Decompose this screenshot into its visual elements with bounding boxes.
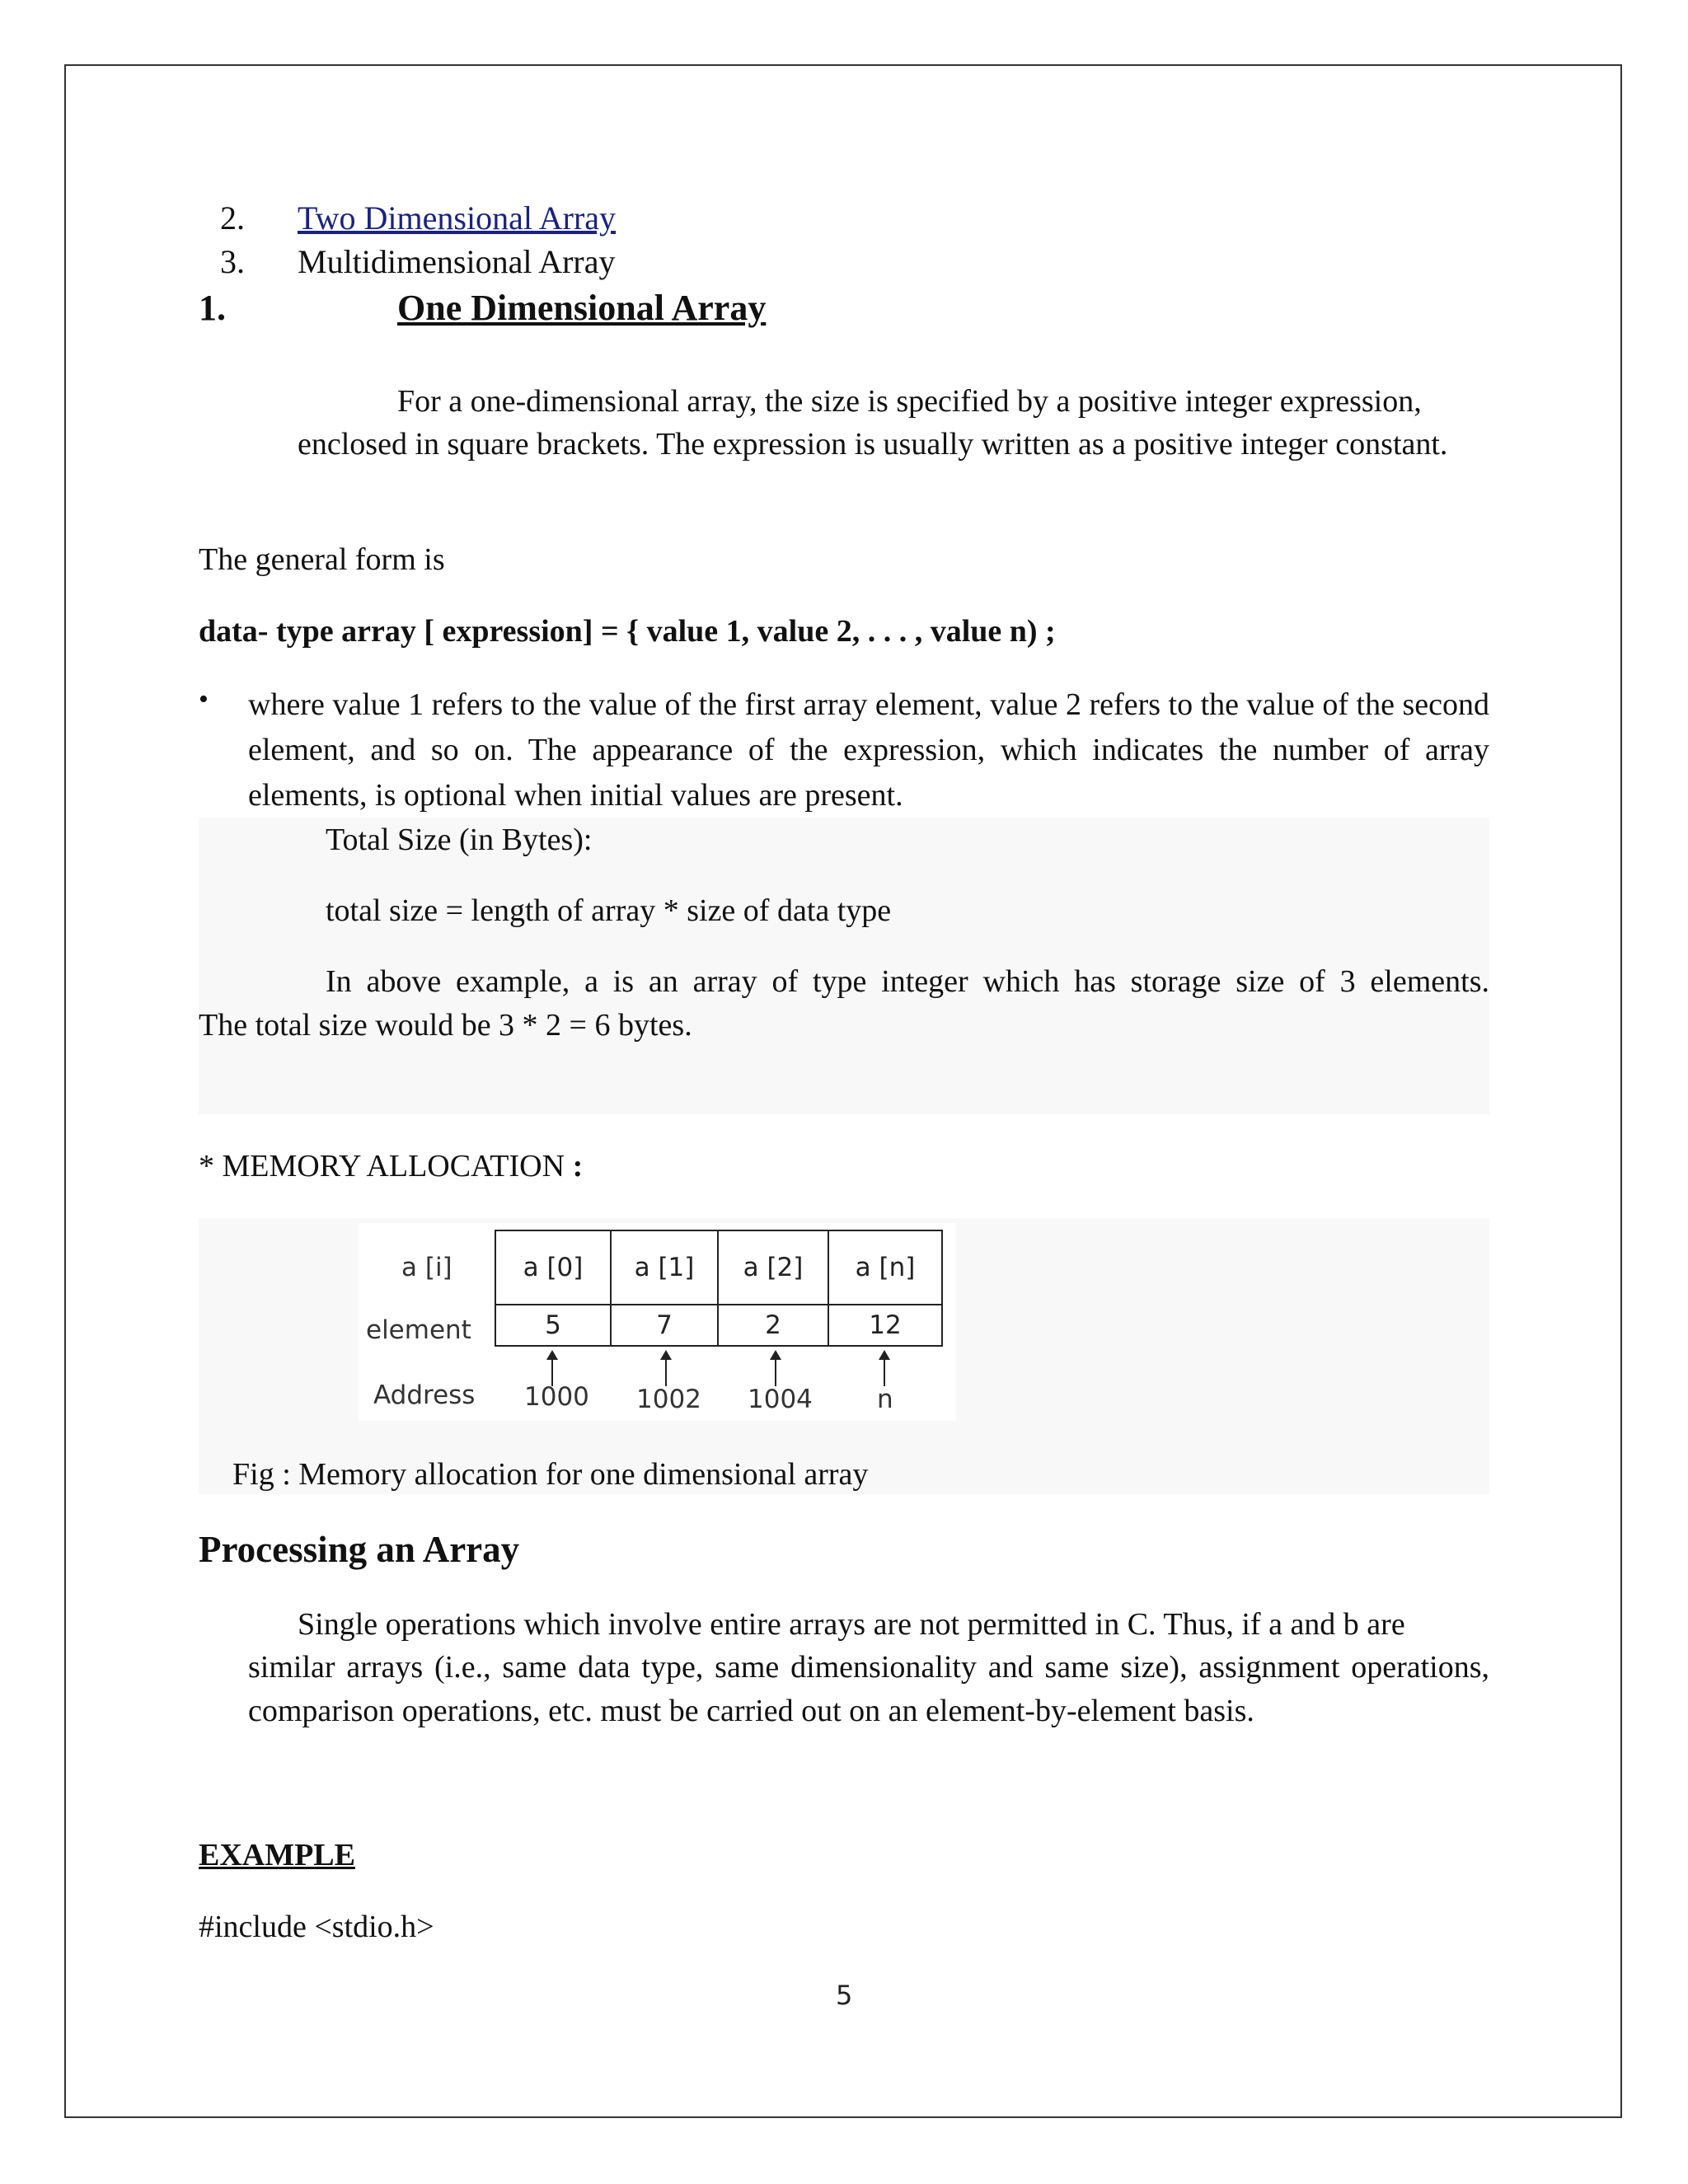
two-dimensional-array-link[interactable]: Two Dimensional Array: [298, 199, 617, 237]
arrow-shaft: [775, 1358, 776, 1386]
element-cell: 12: [828, 1305, 942, 1346]
syntax-line: data- type array [ expression] = { value 1, value 2, . . . , value n) ;: [199, 614, 1056, 649]
address-value: 1000: [524, 1382, 589, 1412]
arrow-shaft: [884, 1358, 885, 1386]
element-cell: 2: [718, 1305, 828, 1346]
section-paragraph: enclosed in square brackets. The expression is usually written as a positive integer constant.: [298, 427, 1448, 462]
list-item-number: 2.: [220, 199, 245, 237]
index-cell: a [2]: [718, 1230, 828, 1305]
list-item-number: 3.: [220, 243, 245, 280]
memory-heading-colon: :: [572, 1149, 584, 1183]
figure-caption: Fig : Memory allocation for one dimensional array: [232, 1457, 869, 1492]
code-line: #include <stdio.h>: [199, 1910, 434, 1944]
section-title: One Dimensional Array: [397, 288, 767, 328]
processing-title: Processing an Array: [199, 1529, 520, 1570]
index-cell: a [n]: [828, 1230, 942, 1305]
size-example-first-line: In above example, a is an array of type integer which has storage size of 3 elements.: [326, 964, 1489, 999]
element-cell: 7: [611, 1305, 718, 1346]
memory-table: [495, 1230, 943, 1347]
row-label-element: element: [366, 1315, 471, 1345]
address-value: 1004: [748, 1385, 813, 1414]
size-example-second-line: The total size would be 3 * 2 = 6 bytes.: [199, 1008, 692, 1043]
index-cell: a [1]: [611, 1230, 718, 1305]
example-heading: EXAMPLE: [199, 1838, 355, 1872]
arrow-shaft: [665, 1358, 667, 1386]
memory-heading-text: * MEMORY ALLOCATION: [199, 1149, 565, 1183]
row-label-address: Address: [373, 1380, 476, 1410]
list-item-text: Multidimensional Array: [298, 243, 616, 280]
bullet-symbol: •: [199, 684, 209, 715]
row-label-index: a [i]: [401, 1253, 452, 1282]
bullet-text: where value 1 refers to the value of the first array element, value 2 refers to the value of the second element, and so on. The appearance of the expression, which indicates the number of array elements, is optional when initial values are present.: [248, 687, 1489, 813]
section-paragraph-first-line: For a one-dimensional array, the size is specified by a positive integer expression,: [397, 384, 1422, 419]
processing-paragraph-first-line: Single operations which involve entire arrays are not permitted in C. Thus, if a and b are: [298, 1607, 1405, 1642]
general-form-label: The general form is: [199, 542, 445, 577]
memory-heading: [199, 1144, 583, 1188]
size-box-heading: Total Size (in Bytes):: [326, 823, 593, 857]
size-formula: total size = length of array * size of data type: [326, 893, 892, 928]
section-number: 1.: [199, 288, 226, 328]
processing-paragraph: similar arrays (i.e., same data type, same dimensionality and same size), assignment operations, comparison operations, etc. must be carried out on an element-by-element basis.: [248, 1650, 1489, 1728]
element-cell: 5: [495, 1305, 611, 1346]
address-value: n: [877, 1385, 893, 1414]
address-value: 1002: [636, 1385, 701, 1414]
index-cell: a [0]: [495, 1230, 611, 1305]
page-number: 5: [836, 1980, 853, 2011]
